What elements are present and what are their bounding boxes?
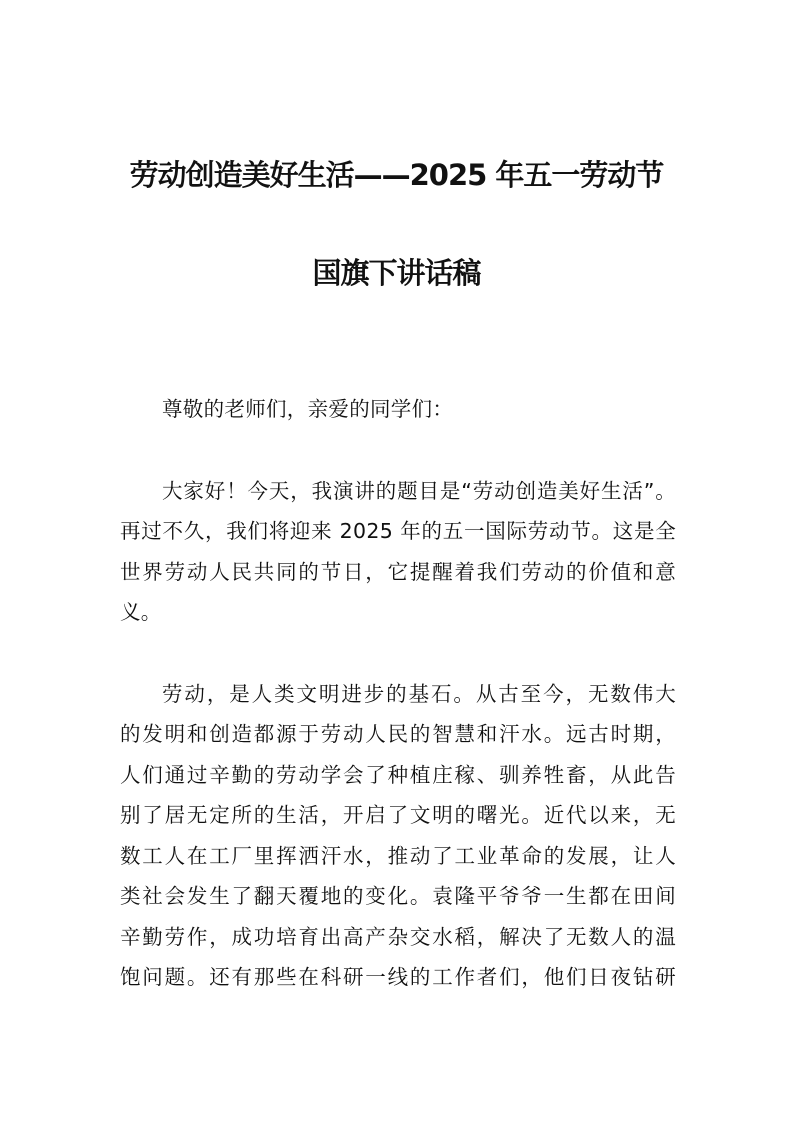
- greeting-paragraph: [120, 471, 676, 633]
- text-line: 人们通过辛勤的劳动学会了种植庄稼、驯养牲畜，从此告: [120, 762, 676, 787]
- document-body: [120, 389, 676, 1039]
- text-line: 义。: [120, 600, 162, 624]
- text-line: 再过不久，我们将迎来 2025 年的五一国际劳动节。这是全: [120, 519, 676, 543]
- text-line: 别了居无定所的生活，开启了文明的曙光。近代以来，无: [120, 803, 676, 827]
- text-line: 辛勤劳作，成功培育出高产杂交水稻，解决了无数人的温: [120, 924, 676, 949]
- text-line: 类社会发生了翻天覆地的变化。袁隆平爷爷一生都在田间: [120, 884, 676, 908]
- text-line: 饱问题。还有那些在科研一线的工作者们，他们日夜钻研: [120, 965, 676, 989]
- title-line-2: 国旗下讲话稿: [312, 256, 481, 290]
- text-line: 大家好！今天，我演讲的题目是“劳动创造美好生活”。: [162, 478, 676, 503]
- title-line-1: 劳动创造美好生活——2025 年五一劳动节: [129, 158, 664, 192]
- labor-history-paragraph: [120, 674, 676, 998]
- text-line: 尊敬的老师们，亲爱的同学们：: [162, 397, 454, 421]
- text-line: 的发明和创造都源于劳动人民的智慧和汗水。远古时期，: [120, 722, 676, 746]
- salutation-paragraph: [120, 389, 676, 430]
- document-title: [100, 126, 693, 322]
- text-line: 世界劳动人民共同的节日，它提醒着我们劳动的价值和意: [120, 559, 676, 584]
- text-line: 劳动，是人类文明进步的基石。从古至今，无数伟大: [162, 681, 676, 706]
- text-line: 数工人在工厂里挥洒汗水，推动了工业革命的发展，让人: [120, 843, 676, 868]
